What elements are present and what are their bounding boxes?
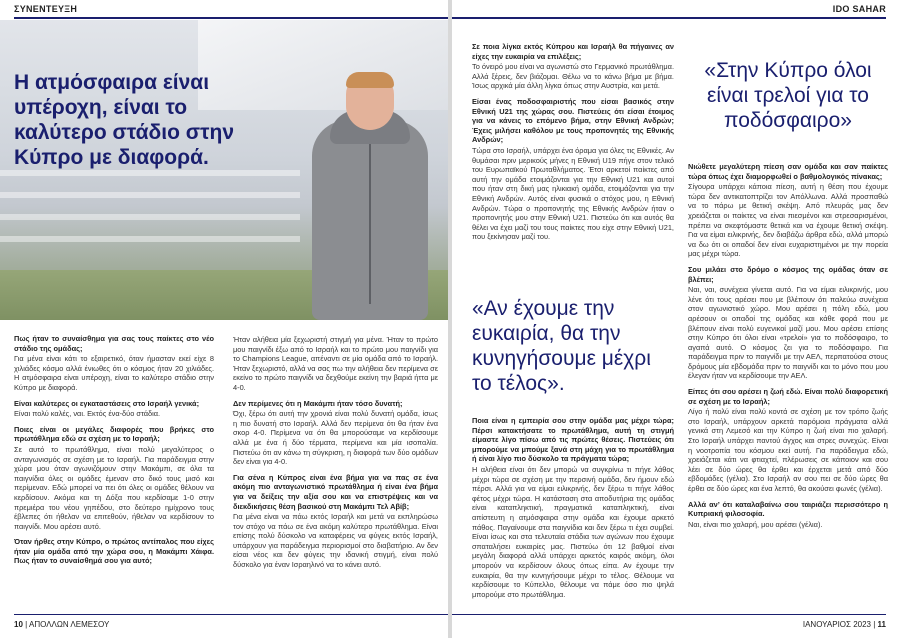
player-hair (346, 72, 394, 88)
interview-question: Είσαι ένας ποδοσφαιριστής που είσαι βασικός στην Εθνική U21 της χώρας σου. Πιστεύεις ότι είσαι έτοιμος για να κάνεις το επόμενο βήμα, στην Εθνική Ανδρών; Έχεις μιλήσει καθόλου με τους προπονητές της Εθνικής Ανδρών; (472, 96, 674, 145)
article-column (14, 334, 214, 566)
footer-separator: | (873, 620, 876, 629)
stand-row (0, 214, 300, 220)
interview-question: Πως ήταν το συναίσθημα για σας τους παίκτες στο νέο στάδιο της ομάδας; (14, 334, 214, 353)
interview-answer: Σίγουρα υπάρχει κάποια πίεση, αυτή η θέση που έχουμε τώρα δεν αντικατοπτρίζει τον Απόλλωνα. Αλλά προσπαθώ να το πάρω με θετική σκέψη. Από πλευράς μας δεν χρειάζεται οι παίκτες να είναι πιεσμένοι και στρεσαρισμένοι, πρέπει να σκεφτόμαστε θετικά και να έχουμε θετική σκέψη. Για να είμαι ειλικρινής, δεν διαβάζω άρθρα εδώ, αλλά μπορώ να δω ότι οι οπαδοί δεν είναι ευχαριστημένοι με την πορεία μας μέχρι τώρα. (688, 182, 888, 259)
header-rule (14, 17, 448, 19)
interview-question: Είπες ότι σου αρέσει η ζωή εδώ. Είναι πολύ διαφορετική σε σχέση με το Ισραήλ; (688, 387, 888, 406)
interview-question: Ποιες είναι οι μεγάλες διαφορές που βρήκες στο πρωτάθλημα εδώ σε σχέση με το Ισραήλ; (14, 424, 214, 444)
interview-question: Ποια είναι η εμπειρία σου στην ομάδα μας μέχρι τώρα; Πέρσι κατακτήσατε το πρωτάθλημα, αυτή τη στιγμή είμαστε λίγο πίσω από τις πρώτες θέσεις. Πιστεύεις ότι μπορούμε να μπούμε ξανά στη μάχη για το πρωτάθλημα ή είναι λίγο πιο δύσκολο τα πράγματα τώρα; (472, 416, 674, 464)
footer (14, 620, 109, 629)
interview-question: Αλλά αν’ ότι καταλαβαίνω σου ταιριάζει περισσότερο η Κυπριακή φιλοσοφία. (688, 499, 888, 519)
headline: Η ατμόσφαιρα είναι υπέροχη, είναι το καλύτερο στάδιο στην Κύπρο με διαφορά. (14, 71, 235, 169)
footer-rule (14, 614, 448, 615)
interview-question: Νιώθετε μεγαλύτερη πίεση σαν ομάδα και σαν παίκτες τώρα όπως έχει διαμορφωθεί ο βαθμολογικός πίνακας; (688, 162, 888, 181)
hoodie-zip (369, 144, 371, 304)
footer-rule (452, 614, 886, 615)
player-photo (0, 20, 448, 320)
interview-answer: Όχι, ξέρω ότι αυτή την χρονιά είναι πολύ δυνατή ομάδα, ίσως η πιο δυνατή στο Ισραήλ. Αλλά δεν περίμενα ότι θα ήταν ένα σκορ 4-0. Περίμενα να ότι θα μπορούσαμε να κερδίσουμε αλλά με ένα ή δύο τέρματα, περίμενα και μία ισοπαλία. Πιστεύω ότι αν κάνω τη σύγκριση, η διαφορά των δύο ομάδων δεν είναι για 4-0. (233, 409, 438, 467)
interview-question: Σου μιλάει στο δρόμο ο κόσμος της ομάδας όταν σε βλέπει; (688, 264, 888, 284)
interview-answer: Το όνειρό μου είναι να αγωνιστώ στο Γερμανικό πρωτάθλημα. Αλλά ξέρεις, δεν βιάζομαι. Θέλω να το κάνω βήμα με βήμα. Ίσως αρχικά μία άλλη λίγκα όπως στην Αυστρία, και μετά. (472, 62, 674, 91)
player-figure (300, 72, 440, 320)
pull-quote: «Αν έχουμε την ευκαιρία, θα την κυνηγήσουμε μέχρι το τέλος». (472, 297, 651, 395)
interview-answer: Τώρα στο Ισραήλ, υπάρχει ένα όραμα για όλες τις Εθνικές. Αν θυμάσαι πριν μερικούς μήνες η Εθνική U19 πήγε στον τελικό του Ευρωπαϊκού Πρωταθλήματος. Έτσι αρκετοί παίκτες από αυτή την ομάδα ετοιμάζονται για την Εθνική U21 και αυτοί που ήταν στη δική μας ηλικιακή ομάδα, ετοιμάζονται για την Εθνική Ανδρών. Αυτός είναι φυσικά ο στόχος μου, η Εθνική Ανδρών. Τώρα ο προπονητής της Εθνικής Ανδρών ήταν ο προπονητής μου στην Εθνική U21. Πιστεύω ότι και αυτός θα θέλει να έχει μαζί του τους παίκτες που είχε στην Εθνική U21, που ξεκίνησαν μαζί του. (472, 145, 674, 242)
page-number: 10 (14, 620, 23, 629)
interview-question: Δεν περίμενες ότι η Μακάμπι ήταν τόσο δυνατή; (233, 398, 403, 408)
left-page (0, 0, 448, 638)
interview-answer: Για μένα είναι κάτι το εξαιρετικό, όταν ήμασταν εκεί είχε 8 χιλιάδες κόσμο αλλά ένιωθες ότι ο κόσμος ήταν 20 χιλιάδες. Η ατμόσφαιρα είναι υπέροχη, είναι το καλύτερο στάδιο στην Κύπρο με διαφορά. (14, 354, 214, 392)
interview-answer: Για μένα είναι να πάω εκτός Ισραήλ και μετά να εκπληρώσω τον στόχο να πάω σε ένα ακόμη καλύτερο πρωτάθλημα. Είναι επίσης πολύ δύσκολο να καταφέρεις να φύγεις εκτός Ισραήλ, υπάρχουν για παράδειγμα περιορισμοί στο διαβατήριο. Αν δεν είσαι νέος και δεν φύγεις την ιδανική στιγμή, είναι πολύ δύσκολο για έναν Ισραηλινό να το κάνει αυτό. (233, 512, 438, 570)
interview-question: Όταν ήρθες στην Κύπρο, ο πρώτος αντίπαλος που είχες ήταν μία ομάδα από την χώρα σου, η Μακάμπι Χάιφα. Πως ήταν το συναίσθημά σου για αυτό; (14, 537, 214, 566)
section-label: ΣΥΝΕΝΤΕΥΞΗ (14, 4, 78, 14)
right-page (452, 0, 900, 638)
interview-question: Σε ποια λίγκα εκτός Κύπρου και Ισραήλ θα πήγαινες αν είχες την ευκαιρία να επιλέξεις; (472, 42, 674, 61)
section-label: IDO SAHAR (832, 4, 886, 14)
footer-separator: | (25, 620, 28, 629)
header-rule (452, 17, 886, 19)
interview-answer: Σε αυτό το πρωτάθλημα, είναι πολύ μεγαλύτερος ο ανταγωνισμός σε σχέση με το Ισραήλ. Για παράδειγμα στην χώρα μου όταν αγωνιζόμουν στην Μακάμπι, σε όλα τα παιγνίδια όλες οι ομάδες έμεναν στο δικό τους μισό και περίμεναν. Εδώ μπορεί να πει ότι όλες οι ομάδες θέλουν να κερδίσουν. Ακόμα και τη Δόξα που κερδίσαμε 1-0 στην πρεμιέρα του νέου γηπέδου, στο δεύτερο ημίχρονο τους έβλεπες ότι ήθελαν να επιτεθούν, ήθελαν να κερδίσουν το παιγνίδι. Μου αρέσει αυτό. (14, 444, 214, 531)
interview-answer: Ναι, ναι, συνέχεια γίνεται αυτό. Για να είμαι ειλικρινής, μου λένε ότι τους αρέσει που με βλέπουν ότι παλεύω συνέχεια στον αγωνιστικό χώρο. Μου αρέσει η πόλη εδώ, μου αρέσουν οι οπαδοί της ομάδας και κάθε φορά που με βλέπουν είναι πολύ ευγενικοί μαζί μου. Μου αρέσει επίσης στην Κύπρο ότι όλοι είναι «τρελοί» για το ποδόσφαιρο, το αγαπά αυτό. Ο κόσμος ζει για το ποδόσφαιρο. Για παράδειγμα πριν το παιγνίδι με την ΑΕΛ, περπατούσα στους δρόμους μία εβδομάδα πριν το παιγνίδι και το μόνο που μου έλεγαν ήταν να κερδίσουμε την ΑΕΛ. (688, 285, 888, 381)
stand-row (0, 192, 300, 198)
stand-row (0, 236, 300, 242)
interview-question: Για σένα η Κύπρος είναι ένα βήμα για να πας σε ένα ακόμη πιο ανταγωνιστικό πρωτάθλημα ή είναι ένα βήμα για να δείξεις την αξία σου και να επιστρέψεις και να διεκδικήσεις θέση βασικού στη Μακάμπι Τελ Αβίβ; (233, 472, 438, 511)
interview-question: Είναι καλύτερες οι εγκαταστάσεις στο Ισραήλ γενικά; (14, 398, 200, 408)
article-column (472, 416, 674, 599)
interview-answer: Είναι πολύ καλές, ναι. Εκτός ένα-δύο στάδια. (14, 409, 161, 419)
issue-date: ΙΑΝΟΥΑΡΙΟΣ 2023 (802, 620, 871, 629)
pull-quote: «Στην Κύπρο όλοι είναι τρελοί για το ποδόσφαιρο» (704, 59, 872, 132)
page-number: 11 (877, 620, 886, 629)
footer (803, 620, 886, 629)
interview-answer: Λίγο ή πολύ είναι πολύ κοντά σε σχέση με τον τρόπο ζωής στο Ισραήλ, υπάρχουν αρκετά παρόμοια πράγματα αλλά γενικά στη Λεμεσό και την Κύπρο η ζωή είναι πιο χαλαρή. Στο Ισραήλ υπάρχει παντού άγχος και στρες συνεχώς. Είναι η νοοτροπία του κόσμου εκεί αυτή. Για παράδειγμα εδώ, χρειάζεται κάτι να φτιαχτεί, πλέρωσεις σε κάποιον και σου λέει σε δύο ώρες θα έρθει και έρχεται μετά από δύο εβδομάδες (γέλια). Στο Ισραήλ αν σου πει σε δύο ώρες θα έρθει σε δύο ώρες και ένα λεπτό, θα ακούσει φωνές (γέλια). (688, 407, 888, 493)
interview-answer: Ναι, είναι πιο χαλαρή, μου αρέσει (γέλια). (688, 519, 823, 529)
stand-row (0, 170, 300, 176)
interview-answer: Η αλήθεια είναι ότι δεν μπορώ να συγκρίνω τι πήγε λάθος μέχρι τώρα σε σχέση με την περσινή ομάδα, δεν ήμουν εδώ πέρσι. Αλλά για να είμαι ειλικρινής, δεν ξέρω τι πήγε λάθος φέτος μέχρι τώρα. Η κατάσταση στα αποδυτήρια της ομάδας είναι καταπληκτική, πραγματικά καταπληκτική, είναι απίστευτη η ατμόσφαιρα στην ομάδα και έχουμε αρκετό πάθος. Παγαίνουμε στα παιγνίδια και δεν ξέρω τι έχει συμβεί. Είναι ίσως και στα τελευταία στάδια των αγώνων που έχουμε σπαταλήσει ευκαιρίες μας. Πιστεύω ότι 12 βαθμοί είναι μεγάλη διαφορά αλλά υπάρχει αρκετός καιρός ακόμη, όλοι μπορούν να κερδίσουν όλους όπως είπα. Αν έχουμε την ευκαιρία, θα την κυνηγήσουμε μέχρι το τέλος. Θέλουμε να κερδίσουμε το Κύπελλο, θέλουμε να πάμε όσο πιο ψηλά μπορούμε στο πρωτάθλημα. (472, 464, 674, 599)
interview-answer: Ήταν αλήθεια μία ξεχωριστή στιγμή για μένα. Ήταν το πρώτο μου παιγνίδι έξω από το Ισραήλ και το πρώτο μου παιγνίδι για το Champions League, απέναντι σε μία ομάδα από το Ισραήλ. Ήταν ξεχωριστό, αλλά να σας πω την αλήθεια δεν περίμενα σε εκείνο το πρώτο παιγνίδι να δεχθούμε εκείνη την βαριά ήττα με 4-0. (233, 335, 438, 392)
magazine-name: ΑΠΟΛΛΩΝ ΛΕΜΕΣΟΥ (29, 620, 110, 629)
article-column (233, 334, 438, 570)
article-column (472, 42, 674, 242)
article-column (688, 162, 888, 529)
